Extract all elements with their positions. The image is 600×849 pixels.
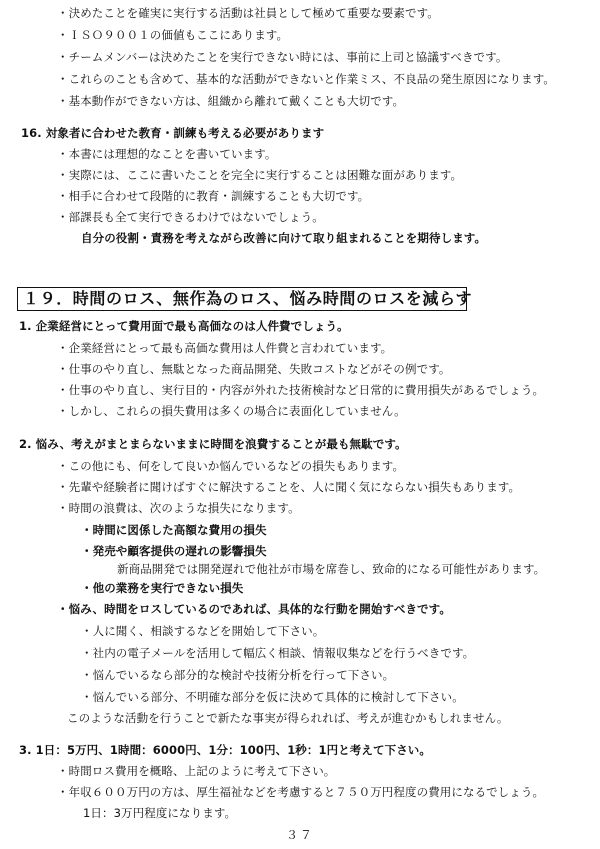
bullet-line: ・時間の浪費は、次のような損失になります。	[57, 501, 300, 515]
bullet-line: ・チームメンバーは決めたことを実行できない時には、事前に上司と協議すべきです。	[57, 50, 508, 64]
sub-bullet-line: ・悩んでいる部分、不明確な部分を仮に決めて具体的に検討して下さい。	[81, 690, 464, 704]
closing-line: 自分の役割・責務を考えながら改善に向けて取り組まれることを期待します。	[81, 231, 487, 245]
bullet-line: ・仕事のやり直し、実行目的・内容が外れた技術検討など日常的に費用損失があるでしょう。	[57, 383, 545, 397]
bullet-line: ・この他にも、何をして良いか悩んでいるなどの損失もあります。	[57, 459, 405, 473]
bullet-line: ・時間ロス費用を概略、上記のように考えて下さい。	[57, 764, 336, 778]
bullet-line: ・しかし、これらの損失費用は多くの場合に表面化していません。	[57, 404, 406, 418]
sub-bullet-line: ・社内の電子メールを活用して幅広く相談、情報収集などを行うべきです。	[81, 646, 475, 660]
bullet-line: ・年収６００万円の方は、厚生福祉などを考慮すると７５０万円程度の費用になるでしょう。	[57, 785, 545, 799]
section-title: １９．時間のロス、無作為のロス、悩み時間のロスを減らす	[23, 289, 473, 308]
page-number: ３７	[285, 828, 314, 842]
bullet-line: ・これらのことも含めて、基本的な活動ができないと作業ミス、不良品の発生原因になります。	[57, 72, 555, 86]
bullet-line: ・企業経営にとって最も高価な費用は人件費と言われています。	[57, 341, 393, 355]
bullet-line: ・基本動作ができない方は、組織から離れて戴くことも大切です。	[57, 94, 405, 108]
item-heading: 16. 対象者に合わせた教育・訓練も考える必要があります	[21, 126, 325, 140]
item-heading: 3. 1日：5万円、1時間：6000円、1分：100円、1秒：1円と考えて下さい。	[19, 743, 431, 757]
item-heading: 1. 企業経営にとって費用面で最も高価なのは人件費でしょう。	[19, 319, 349, 333]
detail-line: 新商品開発では開発遅れで他社が市場を席巻し、致命的になる可能性があります。	[117, 562, 546, 576]
sub-bullet-line: ・発売や顧客提供の遅れの影響損失	[81, 544, 267, 558]
bullet-line: ・相手に合わせて段階的に教育・訓練することも大切です。	[57, 189, 370, 203]
bullet-line: ・部課長も全て実行できるわけではないでしょう。	[57, 210, 324, 224]
bullet-line: ・悩み、時間をロスしているのであれば、具体的な行動を開始すべきです。	[57, 602, 451, 616]
sub-bullet-line: ・悩んでいるなら部分的な検討や技術分析を行って下さい。	[81, 668, 395, 682]
bullet-line: ・先輩や経験者に聞けばすぐに解決することを、人に聞く気にならない損失もあります。	[57, 480, 521, 494]
detail-line: 1日：3万円程度になります。	[83, 806, 237, 820]
bullet-line: ・決めたことを確実に実行する活動は社員として極めて重要な要素です。	[57, 6, 439, 20]
sub-bullet-line: ・時間に図係した高額な費用の損失	[81, 523, 267, 537]
bullet-line: ・実際には、ここに書いたことを完全に実行することは困難な面があります。	[57, 168, 463, 182]
sub-bullet-line: ・人に聞く、相談するなどを開始して下さい。	[81, 624, 325, 638]
summary-line: このような活動を行うことで新たな事実が得られれば、考えが進むかもしれません。	[67, 711, 509, 725]
sub-bullet-line: ・他の業務を実行できない損失	[81, 581, 244, 595]
bullet-line: ・ＩＳＯ９００１の価値もここにあります。	[57, 28, 289, 42]
bullet-line: ・本書には理想的なことを書いています。	[57, 147, 277, 161]
item-heading: 2. 悩み、考えがまとまらないままに時間を浪費することが最も無駄です。	[19, 437, 407, 451]
bullet-line: ・仕事のやり直し、無駄となった商品開発、失敗コストなどがその例です。	[57, 362, 451, 376]
